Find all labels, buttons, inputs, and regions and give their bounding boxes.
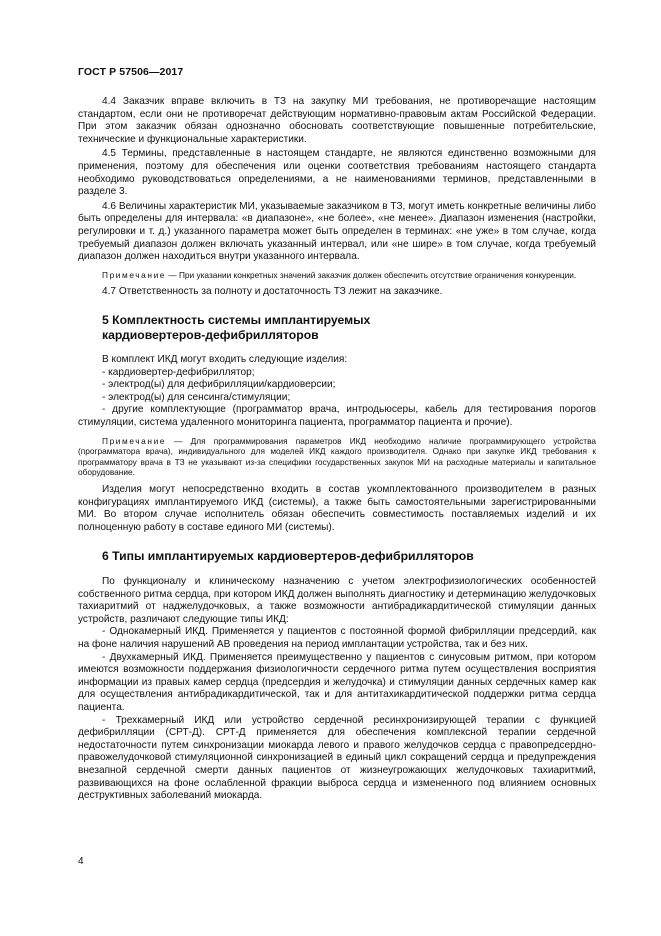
- list-item: - Однокамерный ИКД. Применяется у пациентов с постоянной формой фибрилляции предсердий, как на фоне наличия нарушений АВ проведения на период имплантации устройства, так и без них.: [78, 626, 596, 650]
- section-5-heading: [78, 313, 596, 342]
- paragraph-4-4: 4.4 Заказчик вправе включить в ТЗ на закупку МИ требования, не противоречащие настоящим стандартом, если они не противоречат действующим нормативно-правовым актам Российской Федерации. При этом заказчик обязан однозначно обосновать соответствующие повышенные потребительские, технические и функциональные характеристики.: [78, 96, 596, 145]
- page-number: 4: [78, 856, 84, 867]
- section-6-heading: 6 Типы имплантируемых кардиовертеров-дефибрилляторов: [102, 549, 474, 564]
- section-5-title-line2: кардиовертеров-дефибрилляторов: [102, 327, 319, 342]
- list-item: - электрод(ы) для дефибрилляции/кардиоверсии;: [102, 379, 336, 391]
- section-6-intro: По функционалу и клиническому назначению с учетом электрофизиологических особенностей собственного ритма сердца, при котором ИКД должен выполнять диагностику и детерминацию желудочковых тахиаритмий от наджелудочковых, а также возможности антибрадикардитической стимуляции данных устройств, различают следующие типы ИКД:: [78, 576, 596, 625]
- section-5-title-line1: 5 Комплектность системы имплантируемых: [102, 312, 371, 327]
- paragraph-4-7: 4.7 Ответственность за полноту и достаточность ТЗ лежит на заказчике.: [102, 286, 443, 298]
- paragraph-4-6: 4.6 Величины характеристик МИ, указываемые заказчиком в ТЗ, могут иметь конкретные величины либо быть определены для интервала: «в диапазоне», «не более», «не менее». Диапазон изменения (настройки, регулировки и т. д.) указанного параметра может быть определен в терминах: «не уже» в том случае, когда требуемый диапазон должен включать указанный интервал, или «не шире» в том случае, когда требуемый диапазон должен находиться внутри указанного интервала.: [78, 200, 596, 263]
- note-text: — Для программирования параметров ИКД необходимо наличие программирующего устройства (программатора врача), индивидуального для моделей ИКД каждого производителя. Однако при закупке ИКД требования к программатору врача в ТЗ не указывают из-за специфики государственных закупок МИ на расходные материалы и капитальное оборудование.: [78, 435, 596, 478]
- list-item: - электрод(ы) для сенсинга/стимуляции;: [102, 391, 291, 403]
- document-code-header: ГОСТ Р 57506—2017: [78, 66, 184, 78]
- note-text: — При указании конкретных значений заказчик должен обеспечить отсутствие ограничения конкуренции.: [166, 269, 577, 280]
- list-item: - другие комплектующие (программатор врача, интродьюсеры, кабель для тестирования порогов стимуляции, система удаленного мониторинга пациента, программатор пациента и прочие).: [78, 404, 596, 429]
- list-item: - Трехкамерный ИКД или устройство сердечной ресинхронизирующей терапии с функцией дефибрилляции (СРТ-Д). СРТ-Д применяется для обеспечения комплексной терапии сердечной недостаточности путем синхронизации миокарда левого и правого желудочков сердца с правопредсердно-правожелудочковой стимуляционной синхронизацией в единый цикл сокращений сердца и предупреждения внезапной сердечной смерти данных пациентов от жизнеугрожающих желудочковых тахиаритмий, развивающихся на фоне ослабленной фракции выброса сердца и измененного под влиянием основных деструктивных заболеваний миокарда.: [78, 714, 596, 802]
- section-5-intro: В комплект ИКД могут входить следующие изделия:: [102, 354, 348, 366]
- page-content: [78, 96, 596, 803]
- note-label: Примечание: [102, 269, 167, 280]
- paragraph-4-5: 4.5 Термины, представленные в настоящем стандарте, не являются единственно возможными для применения, поэтому для обеспечения или оценки соответствия требованиям настоящего стандарта необходимо руководствоваться определениями, а не наименованиями терминов, представленными в разделе 3.: [78, 148, 596, 198]
- note-label: Примечание: [102, 435, 167, 446]
- list-item: - кардиовертер-дефибриллятор;: [102, 366, 255, 378]
- section-5-closing: Изделия могут непосредственно входить в состав укомплектованного производителем в разных конфигурациях имплантируемого ИКД (системы), а также быть самостоятельными зарегистрированными МИ. Во втором случае исполнитель обязан обеспечить совместимость поставляемых изделий и их полноценную работу в составе единого МИ (системы).: [78, 484, 596, 533]
- note-section-5: [78, 436, 596, 478]
- list-item: - Двухкамерный ИКД. Применяется преимущественно у пациентов с синусовым ритмом, при котором имеются возможности поддержания физиологичности сердечного ритма путем осуществления восприятия информации из правых камер сердца (предсердия и желудочка) и стимуляции данных сердечных камер как для осуществления антибрадикардитической, так и для антитахикардитической поддержки ритма сердца пациента.: [78, 651, 596, 713]
- note-4-6: [78, 270, 596, 281]
